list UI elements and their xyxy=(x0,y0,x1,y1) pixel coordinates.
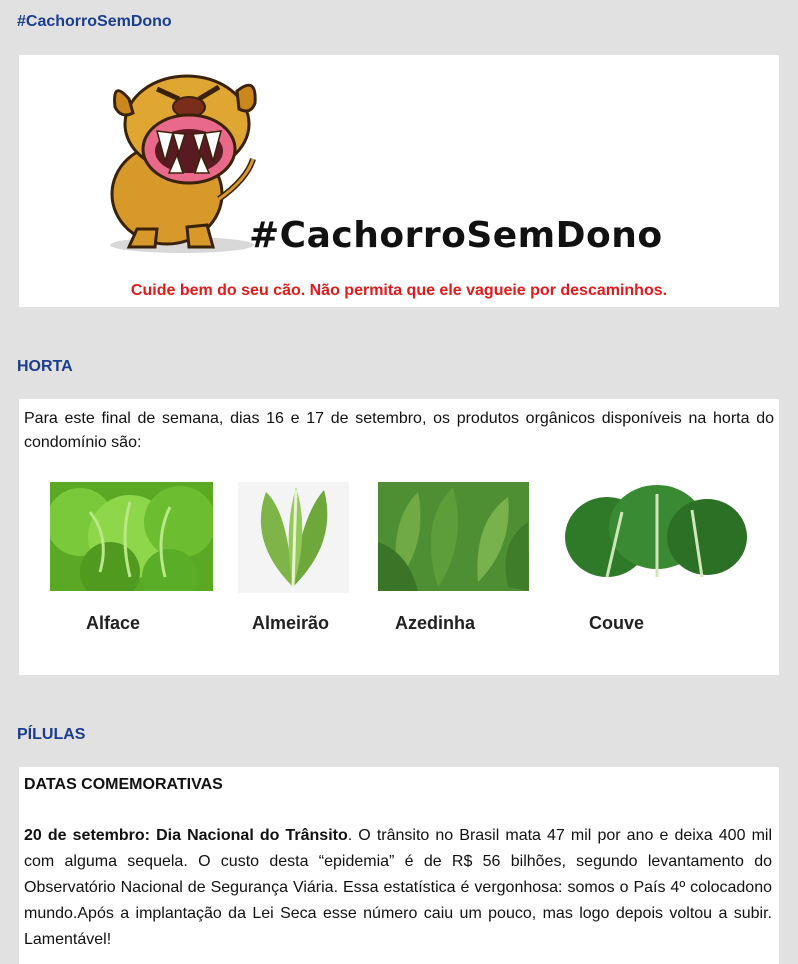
horta-intro: Para este final de semana, dias 16 e 17 de setembro, os produtos orgânicos disponíveis na horta do condomínio são: xyxy=(24,410,774,451)
horta-panel xyxy=(19,399,779,675)
product-label-azedinha: Azedinha xyxy=(395,613,476,633)
pilulas-item xyxy=(24,823,772,953)
azedinha-image xyxy=(378,482,529,591)
pilulas-section-title: PÍLULAS xyxy=(17,726,86,743)
alface-image xyxy=(50,482,213,591)
product-label-alface: Alface xyxy=(86,613,141,633)
dog-section-title: #CachorroSemDono xyxy=(17,13,172,30)
pilulas-heading: DATAS COMEMORATIVAS xyxy=(24,776,223,793)
almeirao-image xyxy=(238,482,349,593)
brand-text: #CachorroSemDono xyxy=(249,215,663,256)
slogan: Cuide bem do seu cão. Não permita que ele vagueie por descaminhos. xyxy=(130,282,668,299)
pilulas-item-title: 20 de setembro: Dia Nacional do Trânsito xyxy=(24,827,348,844)
horta-section-title: HORTA xyxy=(17,358,73,375)
product-label-almeirao: Almeirão xyxy=(252,613,330,633)
product-label-couve: Couve xyxy=(589,613,645,633)
pilulas-panel xyxy=(19,767,779,964)
couve-image xyxy=(562,482,748,589)
pilulas-item-body: . O trânsito no Brasil mata 47 mil por ano e deixa 400 mil com alguma sequela. O custo desta “epidemia” é de R$ 56 bilhões, segundo levantamento do Observatório Nacional de Segurança Viária. Essa estatística é vergonhosa: somos o País 4º colocadono mundo.Após a implantação da Lei Seca esse número caiu um pouco, mas logo depois voltou a subir. Lamentável! xyxy=(24,827,773,948)
dog-banner xyxy=(19,55,779,307)
angry-dog-illustration xyxy=(107,69,257,254)
